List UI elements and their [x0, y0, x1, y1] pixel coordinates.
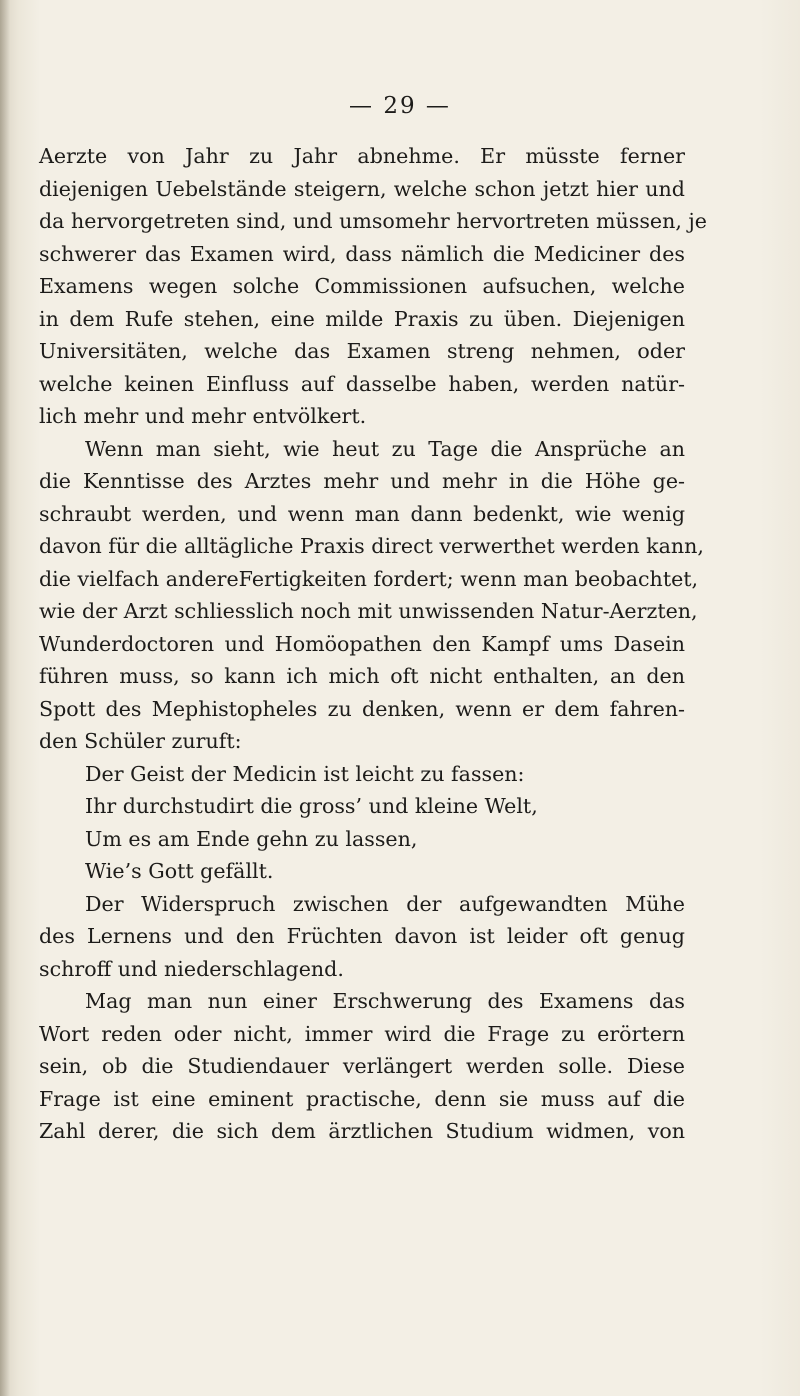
text-line: Universitäten, welche das Examen streng nehmen, oder: [39, 339, 685, 363]
body-text: [39, 140, 707, 1148]
text-line: Zahl derer, die sich dem ärztlichen Studium widmen, von: [39, 1119, 685, 1143]
verse-line: Wie’s Gott gefällt.: [85, 859, 274, 883]
verse-line: Ihr durchstudirt die gross’ und kleine Welt,: [85, 794, 538, 818]
text-line: Der Widerspruch zwischen der aufgewandten Mühe: [85, 891, 685, 916]
text-line: des Lernens und den Früchten davon ist leider oft genug: [39, 924, 685, 948]
text-line: Spott des Mephistopheles zu denken, wenn er dem fahren-: [39, 696, 685, 721]
page-gutter-shadow: [0, 0, 10, 1396]
text-line: in dem Rufe stehen, eine milde Praxis zu üben. Diejenigen: [39, 306, 685, 331]
text-line: den Schüler zuruft:: [39, 729, 242, 753]
text-line: da hervorgetreten sind, und umsomehr hervortreten müssen, je: [39, 209, 707, 233]
text-line: Wenn man sieht, wie heut zu Tage die Ansprüche an: [85, 436, 685, 461]
text-line: wie der Arzt schliesslich noch mit unwissenden Natur-Aerzten,: [39, 599, 698, 623]
text-line: Frage ist eine eminent practische, denn sie muss auf die: [39, 1086, 685, 1111]
page-number: — 29 —: [349, 93, 451, 119]
text-line: schwerer das Examen wird, dass nämlich die Mediciner des: [39, 241, 685, 266]
text-line: die vielfach andereFertigkeiten fordert; wenn man beobachtet,: [39, 566, 699, 591]
text-line: lich mehr und mehr entvölkert.: [39, 404, 367, 428]
text-line: davon für die alltägliche Praxis direct verwerthet werden kann,: [39, 534, 704, 558]
text-line: schraubt werden, und wenn man dann bedenkt, wie wenig: [39, 501, 685, 526]
text-line: Aerzte von Jahr zu Jahr abnehme. Er müsste ferner: [39, 144, 685, 168]
text-line: welche keinen Einfluss auf dasselbe haben, werden natür-: [39, 371, 685, 396]
verse-line: Der Geist der Medicin ist leicht zu fassen:: [85, 761, 525, 786]
text-line: schroff und niederschlagend.: [39, 956, 344, 981]
text-line: Mag man nun einer Erschwerung des Examens das: [85, 989, 685, 1013]
verse-line: Um es am Ende gehn zu lassen,: [85, 826, 418, 851]
text-line: diejenigen Uebelstände steigern, welche schon jetzt hier und: [39, 176, 685, 201]
text-line: sein, ob die Studiendauer verlängert werden solle. Diese: [39, 1054, 685, 1078]
text-line: Wunderdoctoren und Homöopathen den Kampf ums Dasein: [39, 631, 685, 656]
text-line: Wort reden oder nicht, immer wird die Frage zu erörtern: [39, 1021, 685, 1046]
text-line: die Kenntisse des Arztes mehr und mehr in die Höhe ge-: [39, 469, 685, 493]
text-line: führen muss, so kann ich mich oft nicht enthalten, an den: [39, 664, 685, 688]
text-line: Examens wegen solche Commissionen aufsuchen, welche: [39, 274, 685, 298]
